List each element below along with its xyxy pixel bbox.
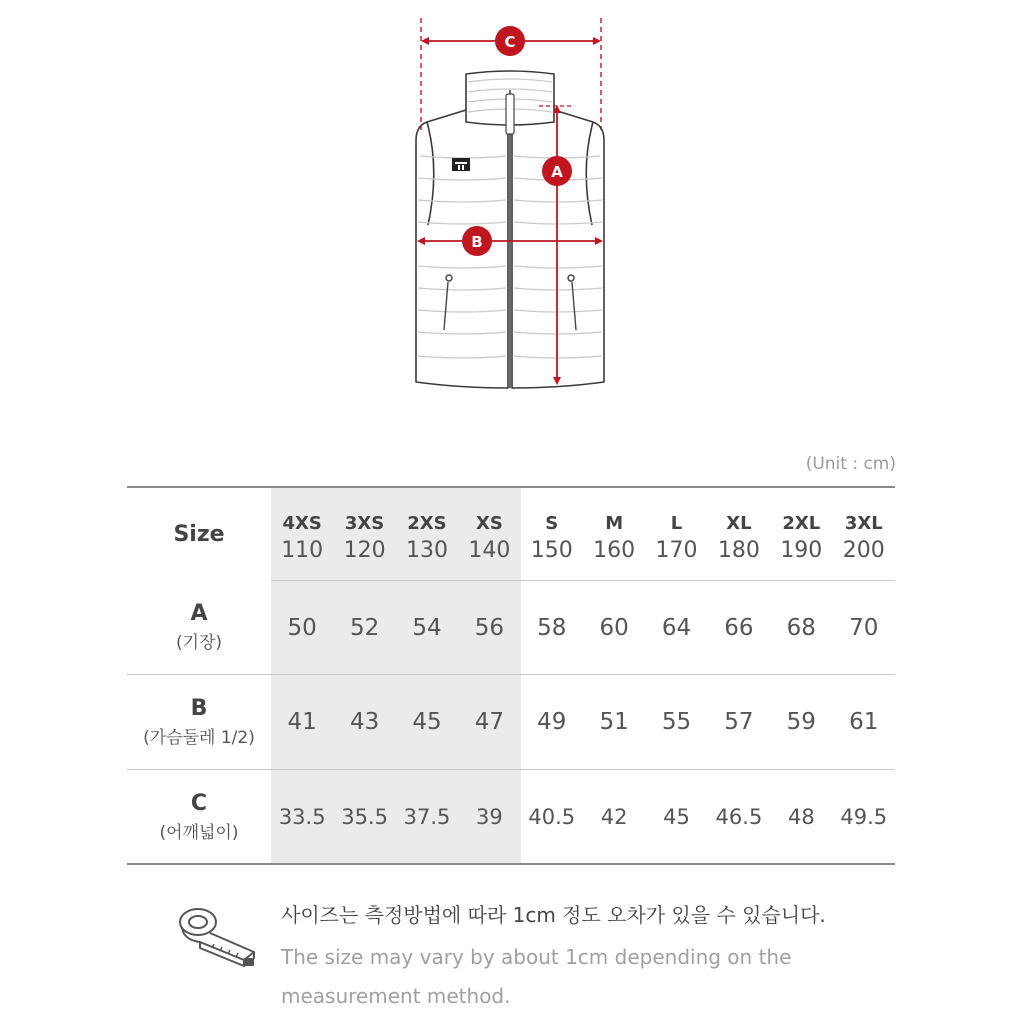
table-cell: 47 bbox=[458, 675, 520, 770]
size-header: Size bbox=[173, 521, 225, 547]
size-number: 190 bbox=[770, 536, 832, 581]
size-number: 160 bbox=[583, 536, 645, 581]
table-cell: 42 bbox=[583, 770, 645, 865]
size-number: 200 bbox=[833, 536, 895, 581]
badge-c-label: C bbox=[504, 33, 516, 51]
table-cell: 35.5 bbox=[333, 770, 395, 865]
row-label-sub: (어깨넓이) bbox=[159, 822, 239, 843]
table-cell: 52 bbox=[333, 581, 395, 675]
row-label-sub: (기장) bbox=[175, 633, 223, 654]
table-cell: 66 bbox=[708, 581, 770, 675]
table-cell: 37.5 bbox=[396, 770, 458, 865]
logo-mark-icon bbox=[452, 158, 470, 171]
size-number: 140 bbox=[458, 536, 520, 581]
size-name: S bbox=[521, 487, 583, 536]
badge-a bbox=[542, 156, 572, 186]
table-cell: 61 bbox=[833, 675, 895, 770]
row-label-main: A bbox=[190, 601, 208, 627]
table-cell: 49 bbox=[521, 675, 583, 770]
size-name: 2XS bbox=[396, 487, 458, 536]
table-cell: 46.5 bbox=[708, 770, 770, 865]
table-cell: 56 bbox=[458, 581, 520, 675]
size-chart-table bbox=[127, 486, 895, 865]
table-cell: 40.5 bbox=[521, 770, 583, 865]
size-header-cell bbox=[127, 487, 271, 581]
table-cell: 45 bbox=[396, 675, 458, 770]
size-number: 180 bbox=[708, 536, 770, 581]
size-note-korean: 사이즈는 측정방법에 따라 1cm 정도 오차가 있을 수 있습니다. bbox=[281, 903, 826, 927]
badge-b bbox=[462, 226, 492, 256]
table-cell: 41 bbox=[271, 675, 333, 770]
table-cell: 70 bbox=[833, 581, 895, 675]
table-cell: 64 bbox=[645, 581, 707, 675]
vest-measurement-diagram bbox=[380, 10, 640, 400]
table-cell: 51 bbox=[583, 675, 645, 770]
row-label-main: B bbox=[190, 696, 208, 721]
table-cell: 58 bbox=[521, 581, 583, 675]
row-label-b bbox=[127, 675, 271, 770]
size-name: XS bbox=[458, 487, 520, 536]
size-name: 2XL bbox=[770, 487, 832, 536]
size-number: 150 bbox=[521, 536, 583, 581]
table-cell: 33.5 bbox=[271, 770, 333, 865]
row-label-main: C bbox=[190, 790, 208, 816]
row-label-sub: (가슴둘레 1/2) bbox=[143, 728, 255, 748]
size-name: 3XL bbox=[833, 487, 895, 536]
size-number: 110 bbox=[271, 536, 333, 581]
size-name: XL bbox=[708, 487, 770, 536]
table-cell: 59 bbox=[770, 675, 832, 770]
row-label-c bbox=[127, 770, 271, 865]
table-cell: 43 bbox=[333, 675, 395, 770]
table-cell: 39 bbox=[458, 770, 520, 865]
size-name-row bbox=[127, 487, 895, 536]
size-name: L bbox=[645, 487, 707, 536]
badge-c bbox=[495, 26, 525, 56]
badge-a-label: A bbox=[551, 163, 563, 181]
table-cell: 45 bbox=[645, 770, 707, 865]
table-cell: 60 bbox=[583, 581, 645, 675]
measuring-tape-icon bbox=[176, 902, 264, 976]
badge-b-label: B bbox=[471, 233, 483, 251]
table-cell: 48 bbox=[770, 770, 832, 865]
size-name: 3XS bbox=[333, 487, 395, 536]
row-label-a bbox=[127, 581, 271, 675]
unit-label: (Unit : cm) bbox=[805, 454, 896, 474]
size-number: 120 bbox=[333, 536, 395, 581]
table-cell: 55 bbox=[645, 675, 707, 770]
table-row-a bbox=[127, 581, 895, 675]
table-row-c bbox=[127, 770, 895, 865]
table-cell: 68 bbox=[770, 581, 832, 675]
vest-outline-icon bbox=[380, 10, 640, 400]
table-cell: 49.5 bbox=[833, 770, 895, 865]
table-row-b bbox=[127, 675, 895, 770]
table-cell: 57 bbox=[708, 675, 770, 770]
measure-a-arrow bbox=[539, 105, 572, 385]
table-cell: 54 bbox=[396, 581, 458, 675]
size-name: 4XS bbox=[271, 487, 333, 536]
size-number: 130 bbox=[396, 536, 458, 581]
size-name: M bbox=[583, 487, 645, 536]
size-number: 170 bbox=[645, 536, 707, 581]
table-cell: 50 bbox=[271, 581, 333, 675]
size-note-english: The size may vary by about 1cm depending on the measurement method. bbox=[281, 945, 792, 1008]
